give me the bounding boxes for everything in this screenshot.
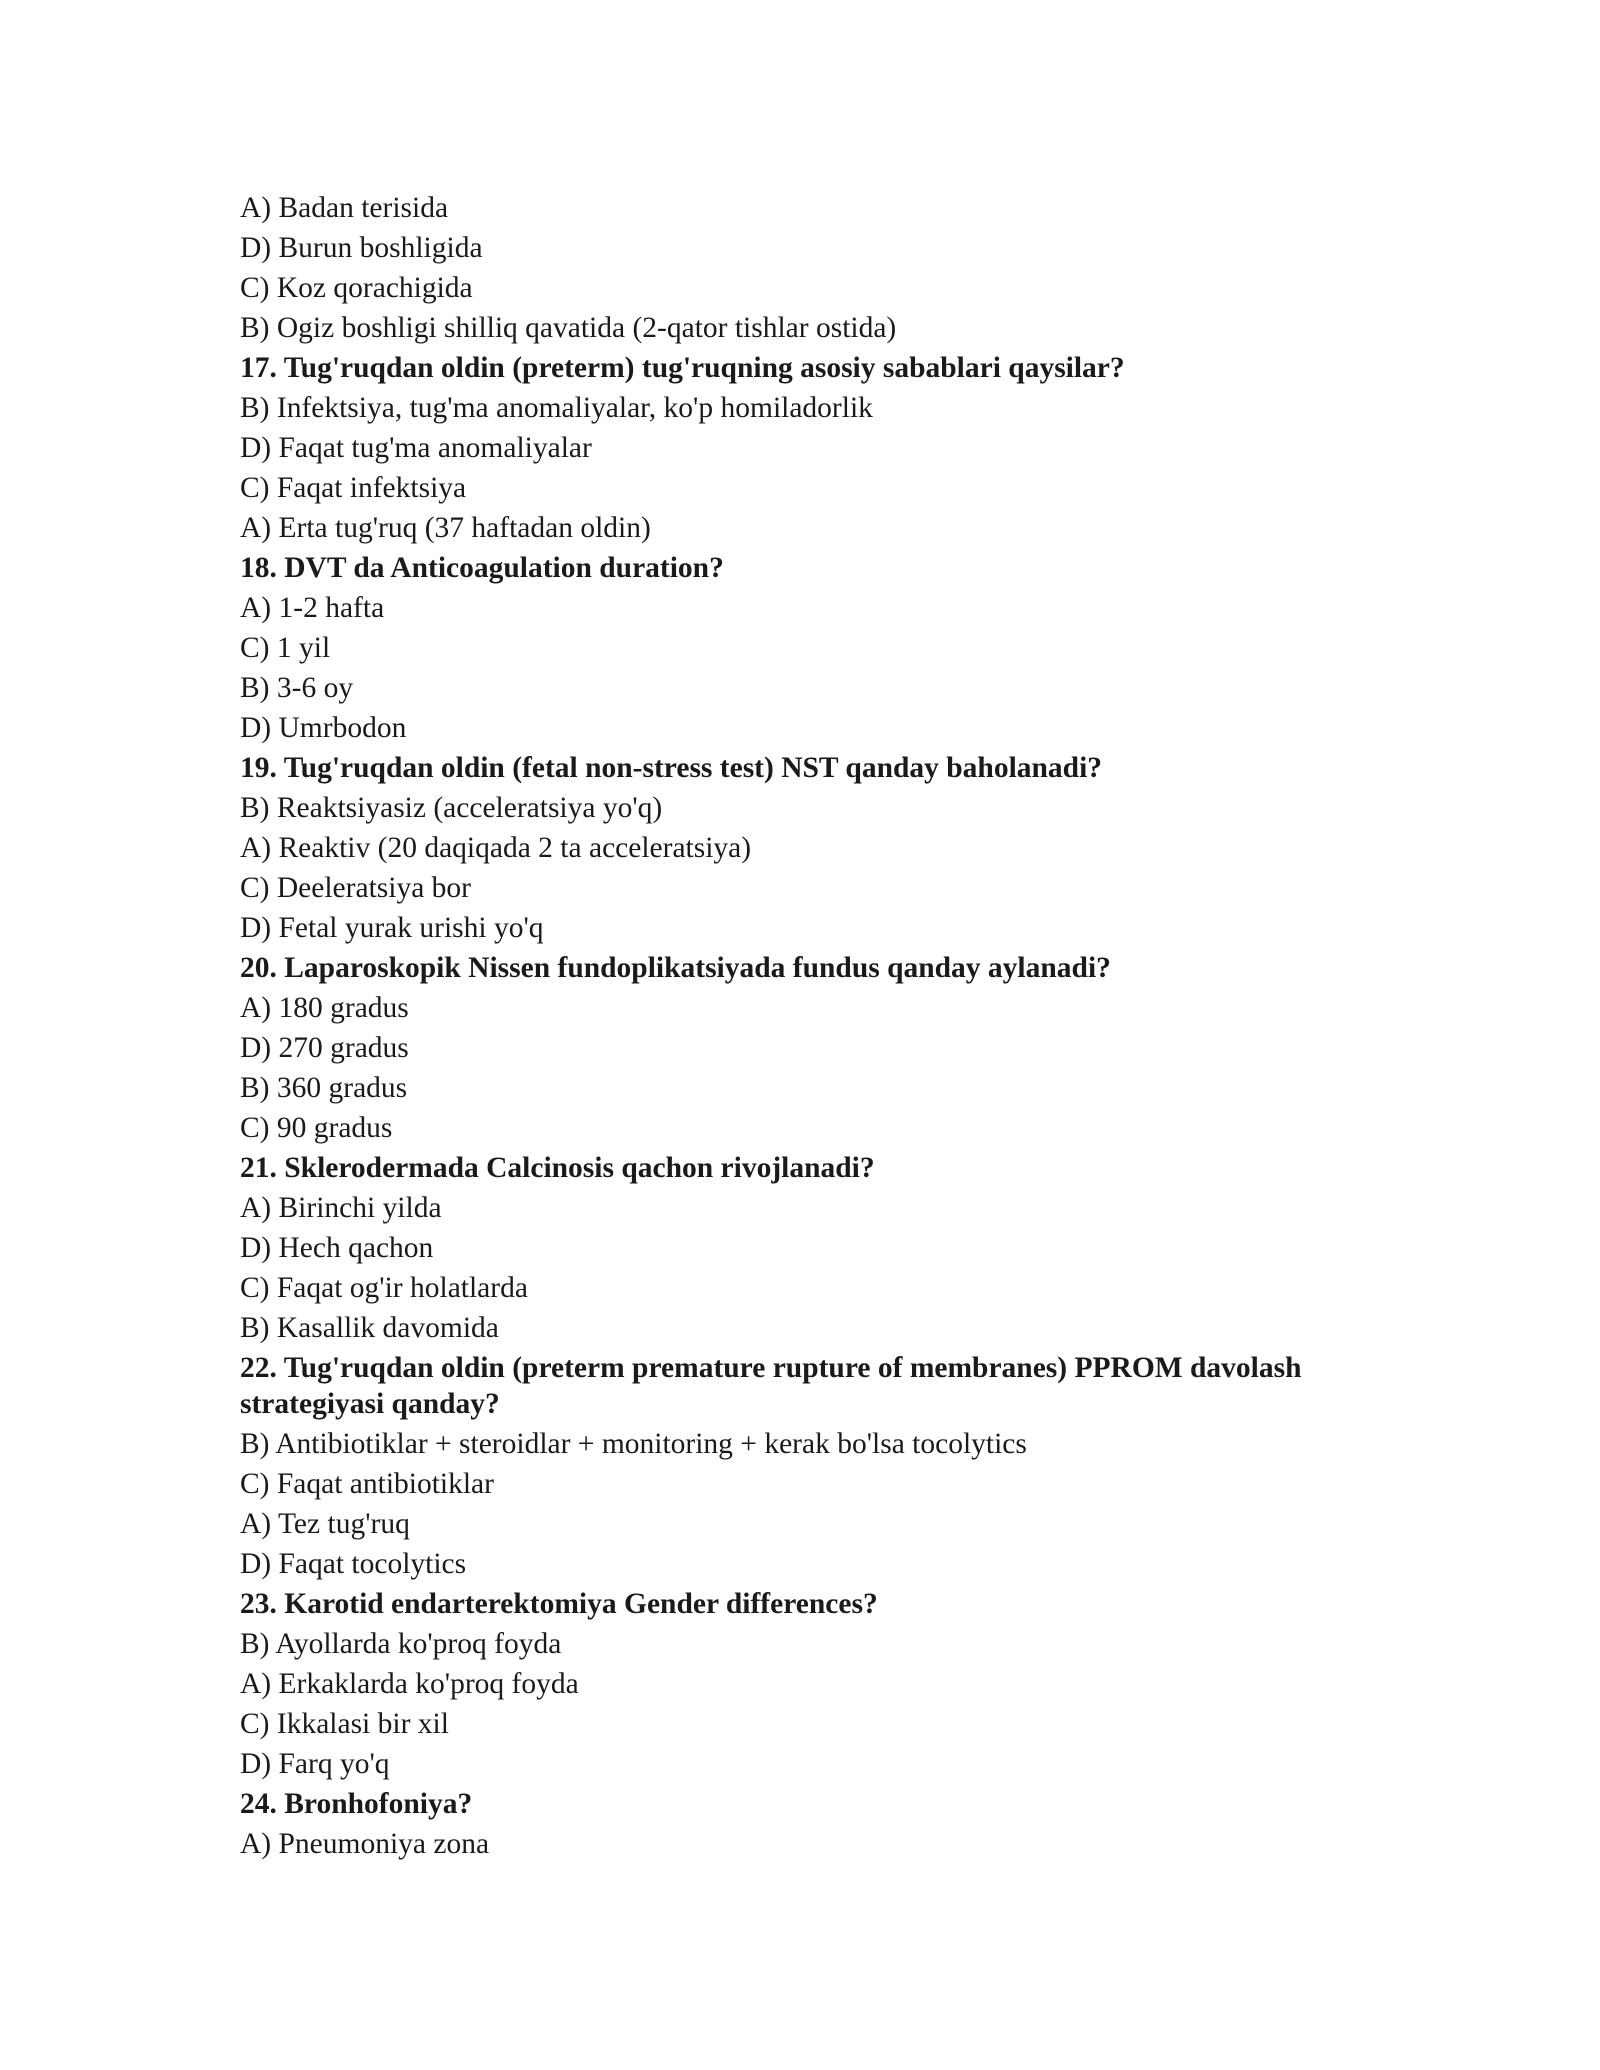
question-17 [240, 350, 1410, 548]
answer-option: C) Ikkalasi bir xil [240, 1708, 449, 1740]
answer-option: C) Faqat og'ir holatlarda [240, 1272, 528, 1304]
answer-option: B) Kasallik davomida [240, 1312, 499, 1344]
answer-option: D) Burun boshligida [240, 232, 483, 264]
question-text: 21. Sklerodermada Calcinosis qachon rivojlanadi? [240, 1152, 875, 1184]
answer-option: C) Koz qorachigida [240, 272, 473, 304]
question-text: 24. Bronhofoniya? [240, 1788, 473, 1820]
question-text: 22. Tug'ruqdan oldin (preterm premature rupture of membranes) PPROM davolash strategiyasi qanday? [240, 1352, 1302, 1420]
question-18 [240, 550, 1410, 748]
question-23 [240, 1586, 1410, 1784]
answer-option: A) Erta tug'ruq (37 haftadan oldin) [240, 512, 651, 544]
answer-option: A) Birinchi yilda [240, 1192, 442, 1224]
answer-option: B) 3-6 oy [240, 672, 354, 704]
answer-option: C) Faqat infektsiya [240, 472, 467, 504]
answer-option: A) Reaktiv (20 daqiqada 2 ta acceleratsiya) [240, 832, 752, 864]
answer-option: D) Farq yo'q [240, 1748, 390, 1780]
answer-option: A) Badan terisida [240, 192, 449, 224]
question-21 [240, 1150, 1410, 1348]
answer-option: D) Fetal yurak urishi yo'q [240, 912, 544, 944]
answer-option: C) 1 yil [240, 632, 331, 664]
answer-option: D) Faqat tocolytics [240, 1548, 467, 1580]
question-text: 23. Karotid endarterektomiya Gender differences? [240, 1588, 878, 1620]
question-24 [240, 1786, 1410, 1864]
question-text: 17. Tug'ruqdan oldin (preterm) tug'ruqning asosiy sabablari qaysilar? [240, 352, 1125, 384]
answer-option: D) Umrbodon [240, 712, 407, 744]
quiz-content [240, 188, 1410, 1864]
answer-option: A) Pneumoniya zona [240, 1828, 490, 1860]
answer-option: C) Deeleratsiya bor [240, 872, 471, 904]
answer-option: A) 1-2 hafta [240, 592, 385, 624]
question-text: 18. DVT da Anticoagulation duration? [240, 552, 724, 584]
answer-option: B) Reaktsiyasiz (acceleratsiya yo'q) [240, 792, 663, 824]
question-19 [240, 750, 1410, 948]
question-22 [240, 1350, 1410, 1584]
question-20 [240, 950, 1410, 1148]
answer-option: B) 360 gradus [240, 1072, 408, 1104]
answer-option: A) Erkaklarda ko'proq foyda [240, 1668, 579, 1700]
answer-option: B) Infektsiya, tug'ma anomaliyalar, ko'p homiladorlik [240, 392, 873, 424]
answer-option: B) Ogiz boshligi shilliq qavatida (2-qator tishlar ostida) [240, 312, 897, 344]
leading-options [240, 188, 1410, 348]
question-text: 20. Laparoskopik Nissen fundoplikatsiyada fundus qanday aylanadi? [240, 952, 1111, 984]
answer-option: C) Faqat antibiotiklar [240, 1468, 494, 1500]
answer-option: A) Tez tug'ruq [240, 1508, 410, 1540]
answer-option: D) 270 gradus [240, 1032, 409, 1064]
answer-option: C) 90 gradus [240, 1112, 393, 1144]
answer-option: D) Faqat tug'ma anomaliyalar [240, 432, 592, 464]
answer-option: A) 180 gradus [240, 992, 409, 1024]
answer-option: B) Antibiotiklar + steroidlar + monitoring + kerak bo'lsa tocolytics [240, 1428, 1027, 1460]
answer-option: D) Hech qachon [240, 1232, 434, 1264]
answer-option: B) Ayollarda ko'proq foyda [240, 1628, 562, 1660]
question-text: 19. Tug'ruqdan oldin (fetal non-stress test) NST qanday baholanadi? [240, 752, 1103, 784]
